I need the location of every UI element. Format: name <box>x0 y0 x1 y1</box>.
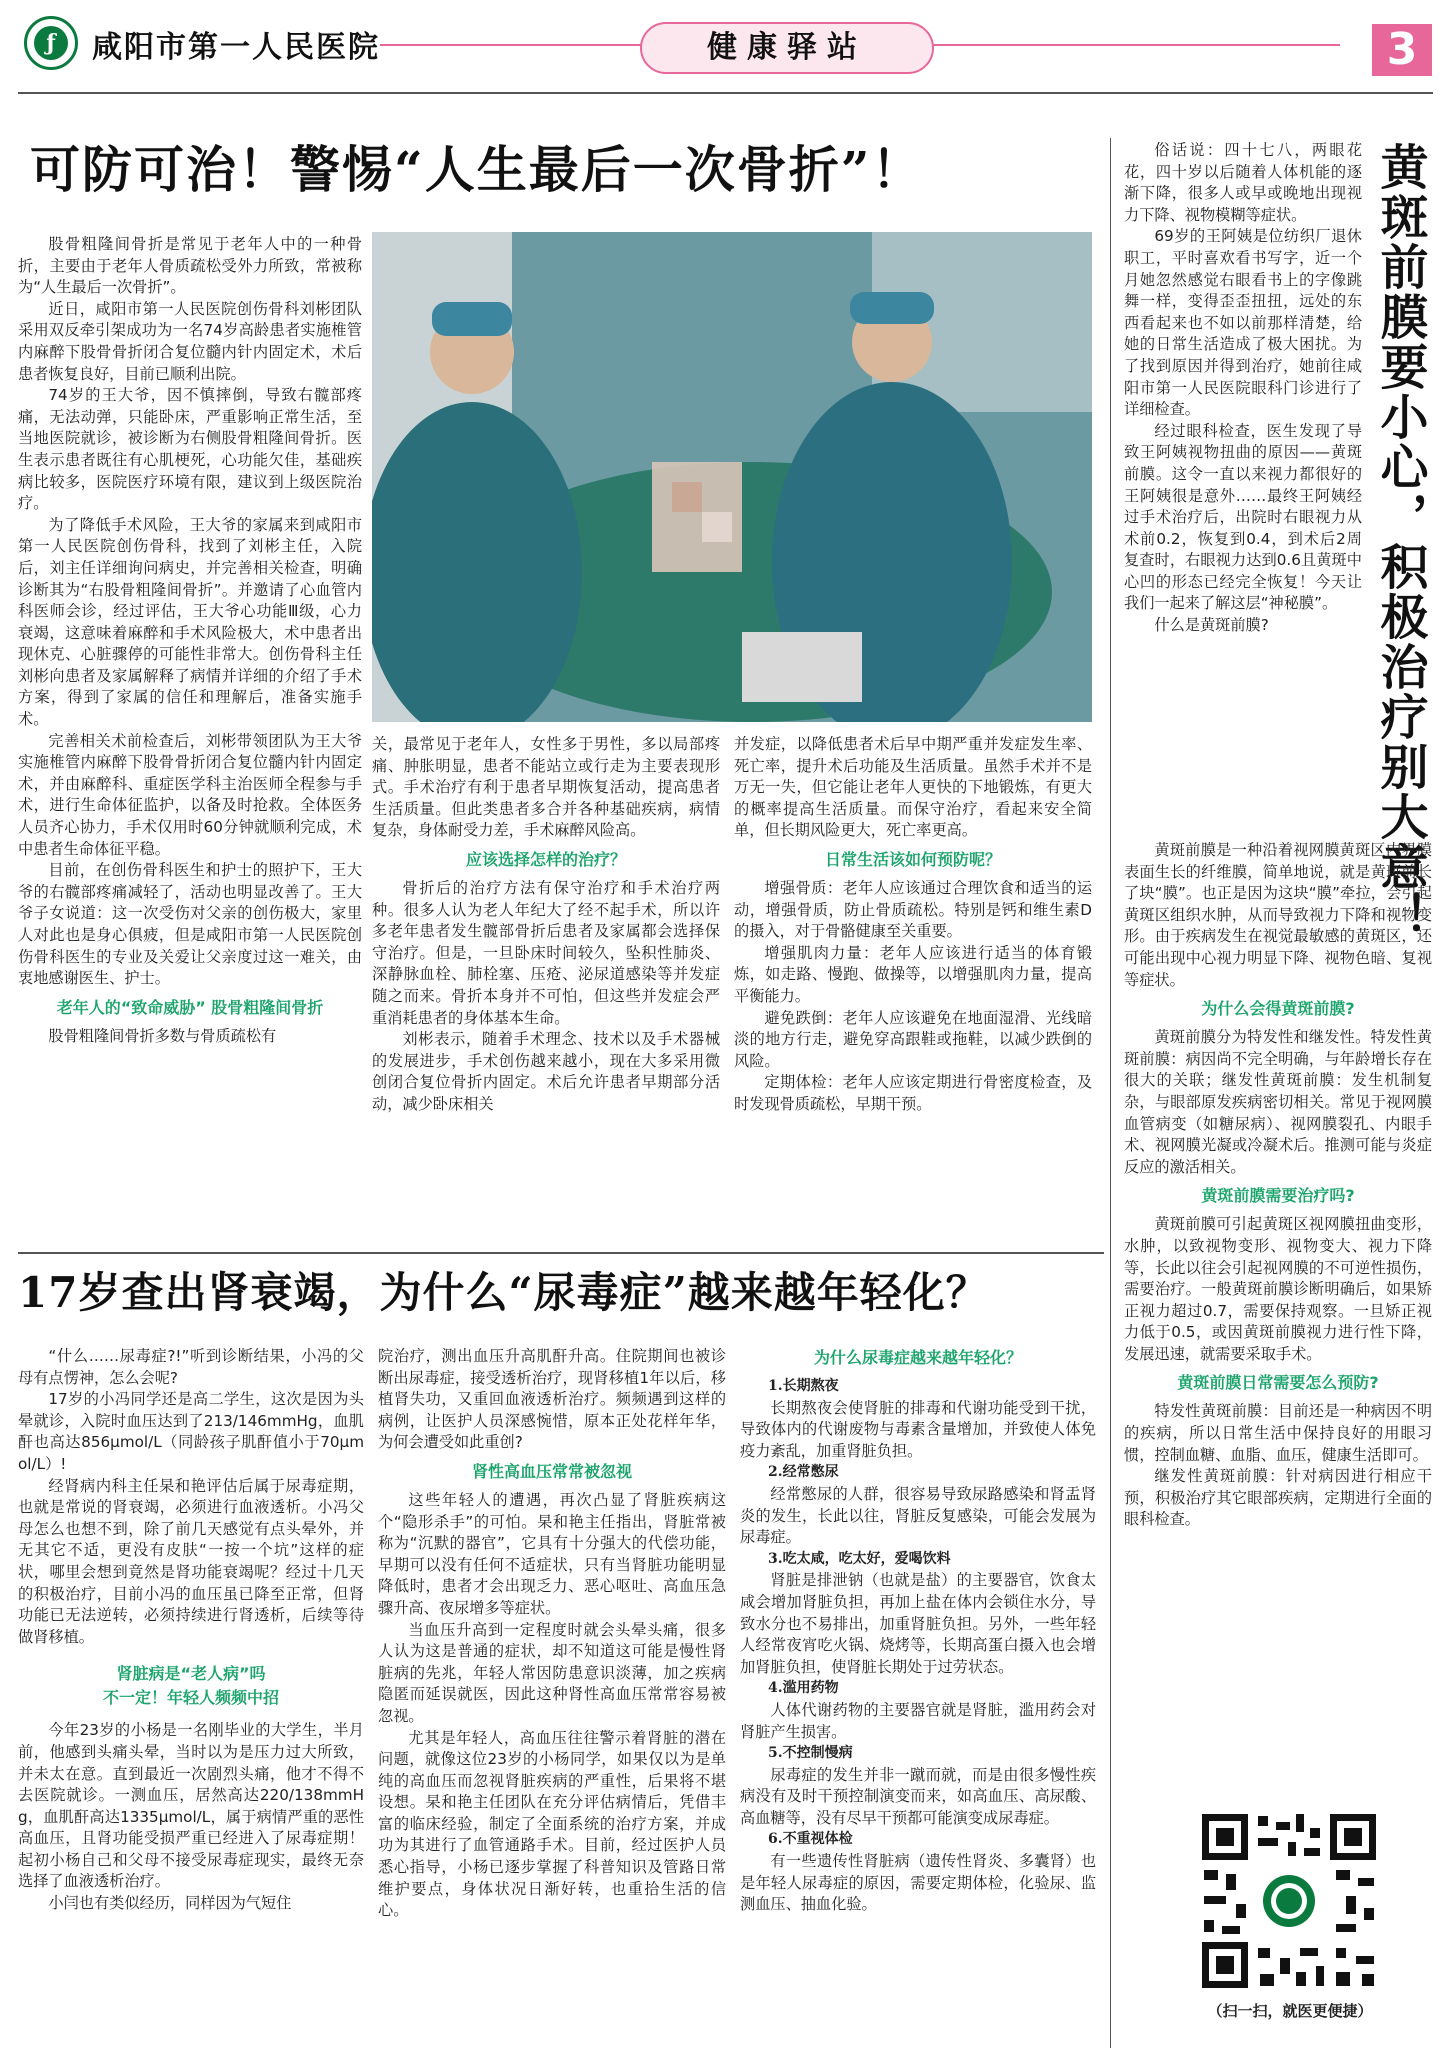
paragraph: “什么……尿毒症?!”听到诊断结果，小冯的父母有点愣神，怎么会呢? <box>18 1347 364 1387</box>
paragraph: 当血压升高到一定程度时就会头晕头痛，很多人认为这是普通的症状，却不知道这可能是慢性肾脏病的先兆，年轻人常因防患意识淡薄，加之疾病隐匿而延误就医，因此这种肾性高血压常常容易被忽视。 <box>378 1620 726 1725</box>
numbered-heading: 5.不控制慢病 <box>768 1745 853 1762</box>
page-number: 3 <box>1372 24 1432 76</box>
column-separator <box>1110 138 1111 2048</box>
section-title: 健康驿站 <box>707 30 867 65</box>
paragraph: 这些年轻人的遭遇，再次凸显了肾脏疾病这个“隐形杀手”的可怕。杲和艳主任指出，肾脏常被称为“沉默的器官”，它具有十分强大的代偿功能，早期可以没有任何不适症状，只有当肾脏功能明显降低时，患者才会出现乏力、恶心呕吐、高血压急骤升高、夜尿增多等症状。 <box>378 1490 726 1617</box>
paragraph: 经肾病内科主任杲和艳评估后属于尿毒症期，也就是常说的肾衰竭，必须进行血液透析。小冯父母怎么也想不到，除了前几天感觉有点头晕外，并无其它不适，更没有皮肤“一按一个坑”这样的症状，哪里会想到竟然是肾功能衰竭呢？经过十几天的积极治疗，目前小冯的血压虽已降至正常，但肾功能已无法逆转，必须持续进行肾透析，后续等待做肾移植。 <box>18 1476 364 1646</box>
subheading: 应该选择怎样的治疗？ <box>465 849 626 869</box>
numbered-heading: 6.不重视体检 <box>768 1831 853 1848</box>
subheading: 日常生活该如何预防呢？ <box>824 849 1001 869</box>
hospital-logo: ƒ <box>24 16 78 70</box>
paragraph: 69岁的王阿姨是位纺织厂退休职工，平时喜欢看书写字，近一个月她忽然感觉右眼看书上的字像跳舞一样，变得歪歪扭扭，远处的东西看起来也不如以前那样清楚，给她的日常生活造成了极大困扰。为了找到原因并得到治疗，她前往咸阳市第一人民医院眼科门诊进行了详细检查。 <box>1124 227 1362 419</box>
qr-caption: （扫一扫，就医更便捷） <box>1207 2002 1373 2020</box>
paragraph: 今年23岁的小杨是一名刚毕业的大学生，半月前，他感到头痛头晕，当时以为是压力过大所致，并未太在意。直到最近一次剧烈头痛，他才不得不去医院就诊。一测血压，居然高达220/138mmHg，血肌酐高达1335μmol/L，属于病情严重的恶性高血压，且肾功能受损严重已经进入了尿毒症期！起初小杨自己和父母不接受尿毒症现实，最终无奈选择了血液透析治疗。 <box>18 1721 364 1891</box>
paragraph: 尿毒症的发生并非一蹴而就，而是由很多慢性疾病没有及时干预控制演变而来，如高血压、高尿酸、高血糖等，没有尽早干预都可能演变成尿毒症。 <box>740 1765 1096 1827</box>
paragraph: 院治疗，测出血压升高肌酐升高。住院期间也被诊断出尿毒症，接受透析治疗，现肾移植1年以后，移植肾失功，又重回血液透析治疗。频频遇到这样的病例，让医护人员深感惋惜，原本正处花样年华，为何会遭受如此重创? <box>378 1347 726 1452</box>
article3-title: 黄斑前膜要小心，积极治疗别大意！ <box>1372 142 1428 942</box>
paragraph: 完善相关术前检查后，刘彬带领团队为王大爷实施椎管内麻醉下股骨骨折闭合复位髓内针内固定术，并由麻醉科、重症医学科主治医师全程参与手术，进行生命体征监护，以备及时抢救。全体医务人员齐心协力，手术仅用时60分钟就顺利完成，术中患者生命体征平稳。 <box>18 731 362 858</box>
paragraph: 股骨粗隆间骨折是常见于老年人中的一种骨折，主要由于老年人骨质疏松受外力所致，常被称为“人生最后一次骨折”。 <box>18 235 362 297</box>
paragraph: 什么是黄斑前膜? <box>1154 616 1269 635</box>
numbered-heading: 3.吃太咸，吃太好，爱喝饮料 <box>768 1550 951 1567</box>
article1-col3 <box>734 734 1092 1116</box>
subheading: 为什么尿毒症越来越年轻化？ <box>813 1348 1022 1367</box>
article1-col2 <box>372 734 720 1116</box>
subheading: 老年人的“致命威胁” 股骨粗隆间骨折 <box>56 997 324 1017</box>
qr-code[interactable] <box>1196 1808 1382 1994</box>
paragraph: 俗话说：四十七八，两眼花花，四十岁以后随着人体机能的逐渐下降，很多人或早或晚地出现视力下降、视物模糊等症状。 <box>1124 141 1362 224</box>
article3-text-top <box>1124 140 1362 637</box>
article2-col2 <box>378 1346 726 1922</box>
subheading: 黄斑前膜日常需要怎么预防? <box>1177 1373 1379 1393</box>
paragraph: 增强骨质：老年人应该通过合理饮食和适当的运动，增强骨质，防止骨质疏松。特别是钙和维生素D的摄入，对于骨骼健康至关重要。 <box>734 878 1092 941</box>
qr-code-icon <box>1196 1808 1382 1994</box>
paragraph: 尤其是年轻人，高血压往往警示着肾脏的潜在问题，就像这位23岁的小杨同学，如果仅以为是单纯的高血压而忽视肾脏疾病的严重性，后果将不堪设想。杲和艳主任团队在充分评估病情后，凭借丰富的临床经验，制定了全面系统的治疗方案，并成功为其进行了血管通路手术。目前，经过医护人员悉心指导，小杨已逐步掌握了科普知识及管路日常维护要点，身体状况日渐好转，也重拾生活的信心。 <box>378 1728 726 1920</box>
article1-title: 可防可治！警惕“人生最后一次骨折”！ <box>30 140 924 199</box>
paragraph: 人体代谢药物的主要器官就是肾脏，滥用药会对肾脏产生损害。 <box>740 1700 1096 1741</box>
paragraph: 黄斑前膜可引起黄斑区视网膜扭曲变形，水肿，以致视物变形、视物变大、视力下降等，长此以往会引起视网膜的不可逆性损伤，需要治疗。一般黄斑前膜诊断明确后，如果矫正视力超过0.7，需要保持观察。一旦矫正视力低于0.5，或因黄斑前膜视力进行性下降，发展迅速，就需要采取手术。 <box>1124 1215 1432 1363</box>
paragraph: 长期熬夜会使肾脏的排毒和代谢功能受到干扰，导致体内的代谢废物与毒素含量增加，并致使人体免疫力紊乱，加重肾脏负担。 <box>740 1398 1096 1460</box>
subheading: 为什么会得黄斑前膜? <box>1201 999 1355 1019</box>
hospital-name: 咸阳市第一人民医院 <box>92 30 380 65</box>
paragraph: 17岁的小冯同学还是高二学生，这次是因为头晕就诊，入院时血压达到了213/146mmHg，血肌酐也高达856μmol/L（同龄孩子肌酐值小于70μmol/L）! <box>18 1390 364 1473</box>
paragraph: 肾脏是排泄钠（也就是盐）的主要器官，饮食太咸会增加肾脏负担，再加上盐在体内会锁住水分，导致水分也不易排出，加重肾脏负担。另外，一些年轻人经常夜宵吃火锅、烧烤等，长期高蛋白摄入也会增加肾脏负担，使肾脏长期处于过劳状态。 <box>740 1571 1096 1676</box>
subheading: 肾性高血压常常被忽视 <box>471 1461 632 1481</box>
paragraph: 黄斑前膜是一种沿着视网膜黄斑区内界膜表面生长的纤维膜，简单地说，就是黄斑前长了块“膜”。也正是因为这块“膜”牵拉，会引起黄斑区组织水肿，从而导致视力下降和视物变形。由于疾病发生在视觉最敏感的黄斑区，还可能出现中心视力明显下降、视物色暗、复视等症状。 <box>1124 841 1432 989</box>
paragraph: 定期体检：老年人应该定期进行骨密度检查，及时发现骨质疏松，早期干预。 <box>734 1073 1092 1113</box>
section-banner <box>640 22 934 74</box>
paragraph: 特发性黄斑前膜：目前还是一种病因不明的疾病，所以日常生活中保持良好的用眼习惯，控制血糖、血脂、血压，健康生活即可。 <box>1124 1402 1432 1464</box>
paragraph: 股骨粗隆间骨折多数与骨质疏松有 <box>48 1026 277 1045</box>
paragraph: 近日，咸阳市第一人民医院创伤骨科刘彬团队采用双反牵引架成功为一名74岁高龄患者实施椎管内麻醉下股骨骨折闭合复位髓内针内固定术，术后患者恢复良好，目前已顺利出院。 <box>18 299 362 383</box>
article3-text-mid <box>1124 840 1432 1531</box>
paragraph: 目前，在创伤骨科医生和护士的照护下，王大爷的右髋部疼痛减轻了，活动也明显改善了。王大爷子女说道：这一次受伤对父亲的创伤极大，家里人对此也是身心俱疲，但是咸阳市第一人民医院创伤骨科医生的专业及关爱让父亲度过这一难关，由衷地感谢医生、护士。 <box>18 861 362 988</box>
article1-col1 <box>18 234 362 1047</box>
article-divider <box>18 1252 1104 1254</box>
paragraph: 继发性黄斑前膜：针对病因进行相应干预，积极治疗其它眼部疾病，定期进行全面的眼科检查。 <box>1124 1467 1432 1529</box>
paragraph: 刘彬表示，随着手术理念、技术以及手术器械的发展进步，手术创伤越来越小，现在大多采用微创闭合复位骨折内固定。术后允许患者早期部分活动，减少卧床相关 <box>372 1030 720 1113</box>
paragraph: 关，最常见于老年人，女性多于男性，多以局部疼痛、肿胀明显，患者不能站立或行走为主要表现形式。手术治疗有利于患者早期恢复活动，提高患者生活质量。但此类患者多合并各种基础疾病，病情复杂，身体耐受力差，手术麻醉风险高。 <box>372 735 720 840</box>
surgery-photo <box>372 232 1092 722</box>
numbered-heading: 1.长期熬夜 <box>768 1378 839 1394</box>
subheading: 肾脏病是“老人病”吗 不一定！年轻人频频中招 <box>102 1664 279 1708</box>
paragraph: 74岁的王大爷，因不慎摔倒，导致右髋部疼痛，无法动弹，只能卧床，严重影响正常生活，至当地医院就诊，被诊断为右侧股骨粗隆间骨折。医生表示患者既往有心肌梗死，心功能欠佳，基础疾病比较多，医院医疗环境有限，建议到上级医院治疗。 <box>18 386 362 513</box>
masthead-bottom-rule <box>18 92 1433 94</box>
subheading: 黄斑前膜需要治疗吗? <box>1201 1186 1355 1206</box>
numbered-heading: 2.经常憋尿 <box>768 1464 839 1481</box>
paragraph: 经常憋尿的人群，很容易导致尿路感染和肾盂肾炎的发生，长此以往，肾脏反复感染，可能会发展为尿毒症。 <box>740 1484 1096 1547</box>
paragraph: 骨折后的治疗方法有保守治疗和手术治疗两种。很多人认为老人年纪大了经不起手术，所以许多老年患者发生髋部骨折后患者及家属都会选择保守治疗。但是，一旦卧床时间较久，坠积性肺炎、深静脉血栓、肺栓塞、压疮、泌尿道感染等并发症随之而来。骨折本身并不可怕，但这些并发症会严重消耗患者的身体基本生命。 <box>372 878 720 1027</box>
article2-col3 <box>740 1346 1096 1916</box>
paragraph: 并发症，以降低患者术后早中期严重并发症发生率、死亡率，提升术后功能及生活质量。虽然手术并不是万无一失，但它能让老年人更快的下地锻炼，有更大的概率提高生活质量。而保守治疗，看起来安全简单，但长期风险更大，死亡率更高。 <box>734 735 1092 840</box>
paragraph: 小闫也有类似经历，同样因为气短住 <box>48 1894 292 1913</box>
surgery-scene-illustration <box>372 232 1092 722</box>
paragraph: 黄斑前膜分为特发性和继发性。特发性黄斑前膜：病因尚不完全明确，与年龄增长存在很大的关联；继发性黄斑前膜：发生机制复杂，与眼部原发疾病密切相关。常见于视网膜血管病变（如糖尿病）、视网膜裂孔、内眼手术、视网膜光凝或冷凝术后。推测可能与炎症反应的激活相关。 <box>1124 1028 1432 1176</box>
numbered-heading: 4.滥用药物 <box>768 1680 839 1697</box>
masthead <box>0 0 1451 100</box>
paragraph: 经过眼科检查，医生发现了导致王阿姨视物扭曲的原因——黄斑前膜。这令一直以来视力都很好的王阿姨很是意外……最终王阿姨经过手术治疗后，出院时右眼视力从术前0.2，恢复到0.4，到术后2周复查时，右眼视力达到0.6且黄斑中心凹的形态已经完全恢复！今天让我们一起来了解这层“神秘膜”。 <box>1124 421 1362 613</box>
article2-title: 17岁查出肾衰竭，为什么“尿毒症”越来越年轻化？ <box>18 1268 989 1317</box>
paragraph: 避免跌倒：老年人应该避免在地面湿滑、光线暗淡的地方行走，避免穿高跟鞋或拖鞋，以减少跌倒的风险。 <box>734 1008 1092 1070</box>
paragraph: 增强肌肉力量：老年人应该进行适当的体育锻炼，如走路、慢跑、做操等，以增强肌肉力量，提高平衡能力。 <box>734 943 1092 1005</box>
article2-col1 <box>18 1346 364 1915</box>
paragraph: 为了降低手术风险，王大爷的家属来到咸阳市第一人民医院创伤骨科，找到了刘彬主任，入院后，刘主任详细询问病史，并完善相关检查，明确诊断其为“右股骨粗隆间骨折”。并邀请了心血管内科医师会诊，经过评估，王大爷心功能Ⅲ级，心力衰竭，这意味着麻醉和手术风险极大，术中患者出现休克、心脏骤停的可能性非常大。创伤骨科主任刘彬向患者及家属解释了病情并详细的介绍了手术方案，得到了家属的信任和理解后，准备实施手术。 <box>18 515 362 729</box>
paragraph: 有一些遗传性肾脏病（遗传性肾炎、多囊肾）也是年轻人尿毒症的原因，需要定期体检，化验尿、监测血压、抽血化验。 <box>740 1852 1096 1914</box>
